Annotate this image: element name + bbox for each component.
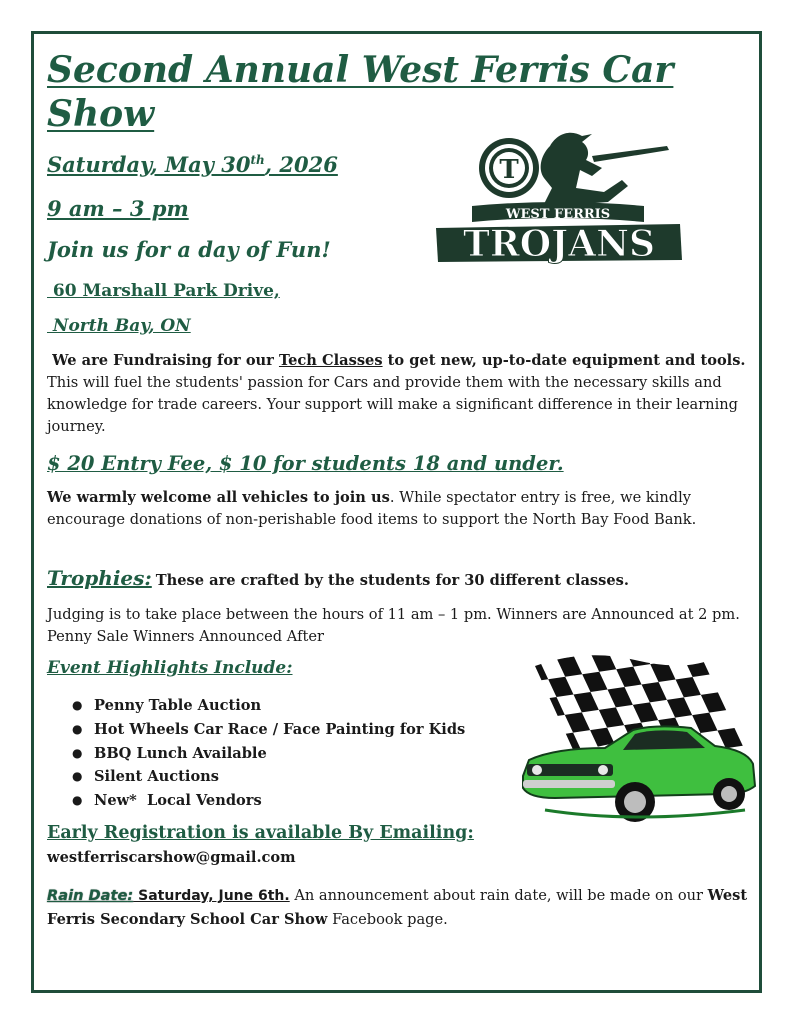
logo-badge-letter: T: [499, 155, 519, 185]
date-suffix: th: [250, 153, 265, 167]
list-item: [72, 718, 465, 742]
facebook-page-name: West Ferris Secondary School Car Show: [47, 887, 748, 928]
bullet-icon: ●: [72, 698, 83, 712]
rain-date-paragraph: [47, 884, 762, 931]
trophies-line: [47, 566, 629, 590]
event-date: [47, 152, 338, 177]
logo-line-1: WEST FERRIS: [505, 207, 611, 222]
welcome-bold: We warmly welcome all vehicles to join us: [47, 489, 390, 506]
highlights-heading: Event Highlights Include:: [47, 658, 293, 678]
list-item: [72, 694, 465, 718]
bullet-icon: ●: [72, 721, 83, 736]
rain-text-a: An announcement about rain date, will be made on our: [289, 887, 708, 904]
trophies-text: These are crafted by the students for 30 different classes.: [155, 572, 629, 589]
welcome-paragraph: [47, 487, 747, 531]
fundraising-rest: This will fuel the students' passion for Cars and provide them with the necessary skills and knowledge for trade careers. Your support will make a significant difference in their learning journey.: [47, 374, 738, 435]
race-car-illustration: [515, 648, 760, 838]
bullet-icon: ●: [72, 745, 83, 760]
address-line-1: 60 Marshall Park Drive,: [47, 281, 280, 301]
list-item-label: Hot Wheels Car Race / Face Painting for Kids: [94, 720, 466, 738]
list-item: [72, 789, 465, 813]
list-item-label: New* Local Vendors: [94, 792, 262, 810]
rain-date-value: Saturday, June 6th.: [133, 888, 290, 904]
list-item-label: Silent Auctions: [94, 768, 220, 786]
rain-date-colon: :: [127, 887, 134, 904]
trophies-heading: Trophies:: [47, 566, 152, 590]
highlights-list: [72, 694, 465, 813]
list-item: [72, 742, 465, 766]
tech-classes-text: Tech Classes: [278, 352, 383, 369]
fundraising-bold-b: to get new, up-to-date equipment and tools.: [382, 352, 746, 369]
registration-email: westferriscarshow@gmail.com: [47, 849, 296, 866]
early-registration-heading: Early Registration is available By Emailing:: [47, 823, 474, 843]
date-text: Saturday, May 30: [47, 152, 251, 177]
date-year: , 2026: [264, 152, 338, 177]
event-time: 9 am – 3 pm: [47, 196, 189, 221]
rain-date-label: Rain Date: [47, 887, 128, 904]
list-item-label: Penny Table Auction: [94, 697, 262, 714]
bullet-icon: ●: [72, 769, 83, 784]
logo-line-2: TROJANS: [463, 223, 655, 265]
page-title: Second Annual West Ferris Car Show: [47, 49, 674, 135]
fundraising-paragraph: [47, 350, 747, 438]
fundraising-bold-a: We are Fundraising for our: [47, 352, 279, 369]
welcome-rest: . While spectator entry is free, we kindly encourage donations of non-perishable food items to support the North Bay Food Bank.: [47, 489, 697, 528]
address-line-2: North Bay, ON: [47, 316, 191, 336]
list-item: [72, 765, 465, 789]
trojans-logo: [432, 128, 684, 278]
bullet-icon: ●: [72, 793, 83, 808]
judging-paragraph: Judging is to take place between the hours of 11 am – 1 pm. Winners are Announced at 2 pm. Penny Sale Winners Announced After: [47, 606, 740, 645]
entry-fee: $ 20 Entry Fee, $ 10 for students 18 and under.: [47, 452, 564, 475]
list-item-label: BBQ Lunch Available: [94, 744, 267, 762]
rain-text-b: Facebook page.: [327, 911, 448, 928]
tagline: Join us for a day of Fun!: [47, 237, 331, 262]
